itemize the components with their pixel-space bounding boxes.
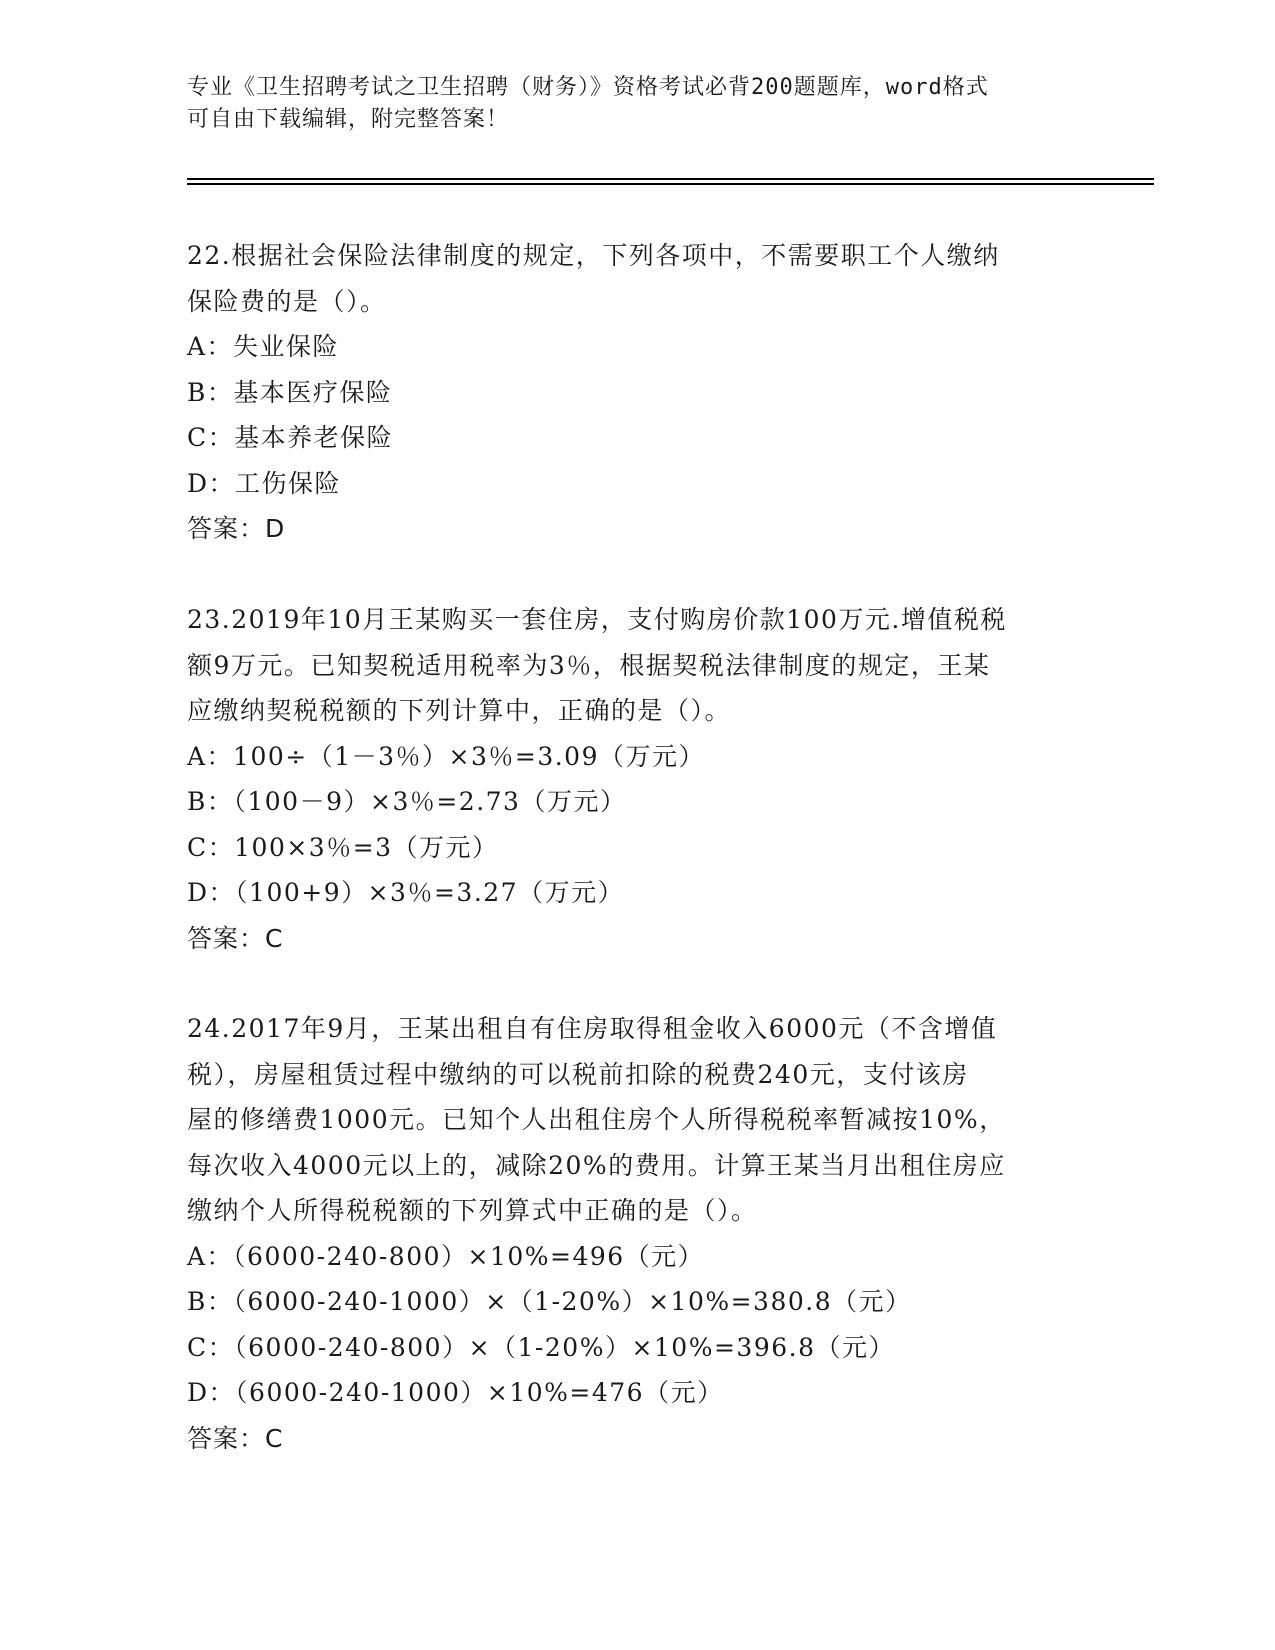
answer-line: 答案：C (187, 923, 284, 953)
option-d: D：（100+9）×3％=3.27（万元） (187, 878, 625, 907)
question-text-line: 23.2019年10月王某购买一套住房，支付购房价款100万元.增值税税 (187, 605, 1007, 634)
option-c: C：基本养老保险 (187, 423, 394, 452)
option-c: C：100×3％=3（万元） (187, 832, 499, 862)
header-divider-top (187, 178, 1154, 180)
header-line: 可自由下载编辑，附完整答案！ (187, 107, 510, 132)
question-text-line: 22.根据社会保险法律制度的规定，下列各项中，不需要职工个人缴纳 (187, 241, 1000, 270)
question-text-line: 额9万元。已知契税适用税率为3％，根据契税法律制度的规定，王某 (187, 650, 991, 680)
answer-line: 答案：D (187, 514, 286, 543)
question-23 (187, 597, 1087, 961)
question-text-line: 屋的修缮费1000元。已知个人出租住房个人所得税税率暂减按10%， (187, 1105, 1006, 1134)
question-text-line: 应缴纳契税税额的下列计算中，正确的是（）。 (187, 696, 732, 725)
header-line: 专业《卫生招聘考试之卫生招聘（财务）》资格考试必背200题题库，word格式 (187, 75, 989, 100)
option-a: A：失业保险 (187, 332, 340, 361)
option-c: C：（6000-240-800）×（1-20%）×10%=396.8（元） (187, 1332, 895, 1362)
question-text-line: 保险费的是（）。 (187, 286, 387, 316)
option-b: B：基本医疗保险 (187, 377, 393, 407)
question-text-line: 税），房屋租赁过程中缴纳的可以税前扣除的税费240元，支付该房 (187, 1059, 969, 1089)
header-divider-bottom (187, 183, 1154, 185)
option-b: B：（6000-240-1000）×（1-20%）×10%=380.8（元） (187, 1287, 912, 1316)
answer-line: 答案：C (187, 1423, 284, 1453)
option-a: A：（6000-240-800）×10%=496（元） (187, 1241, 705, 1271)
question-text-line: 每次收入4000元以上的，减除20%的费用。计算王某当月出租住房应 (187, 1150, 1006, 1180)
document-header (187, 72, 1067, 136)
option-b: B：（100－9）×3％=2.73（万元） (187, 787, 627, 816)
question-24 (187, 1006, 1087, 1461)
question-text-line: 缴纳个人所得税税额的下列算式中正确的是（）。 (187, 1196, 758, 1225)
question-text-line: 24.2017年9月，王某出租自有住房取得租金收入6000元（不含增值 (187, 1014, 998, 1043)
option-a: A：100÷（1－3％）×3％=3.09（万元） (187, 741, 705, 771)
option-d: D：（6000-240-1000）×10%=476（元） (187, 1378, 724, 1407)
question-22 (187, 233, 1087, 552)
option-d: D：工伤保险 (187, 468, 342, 498)
